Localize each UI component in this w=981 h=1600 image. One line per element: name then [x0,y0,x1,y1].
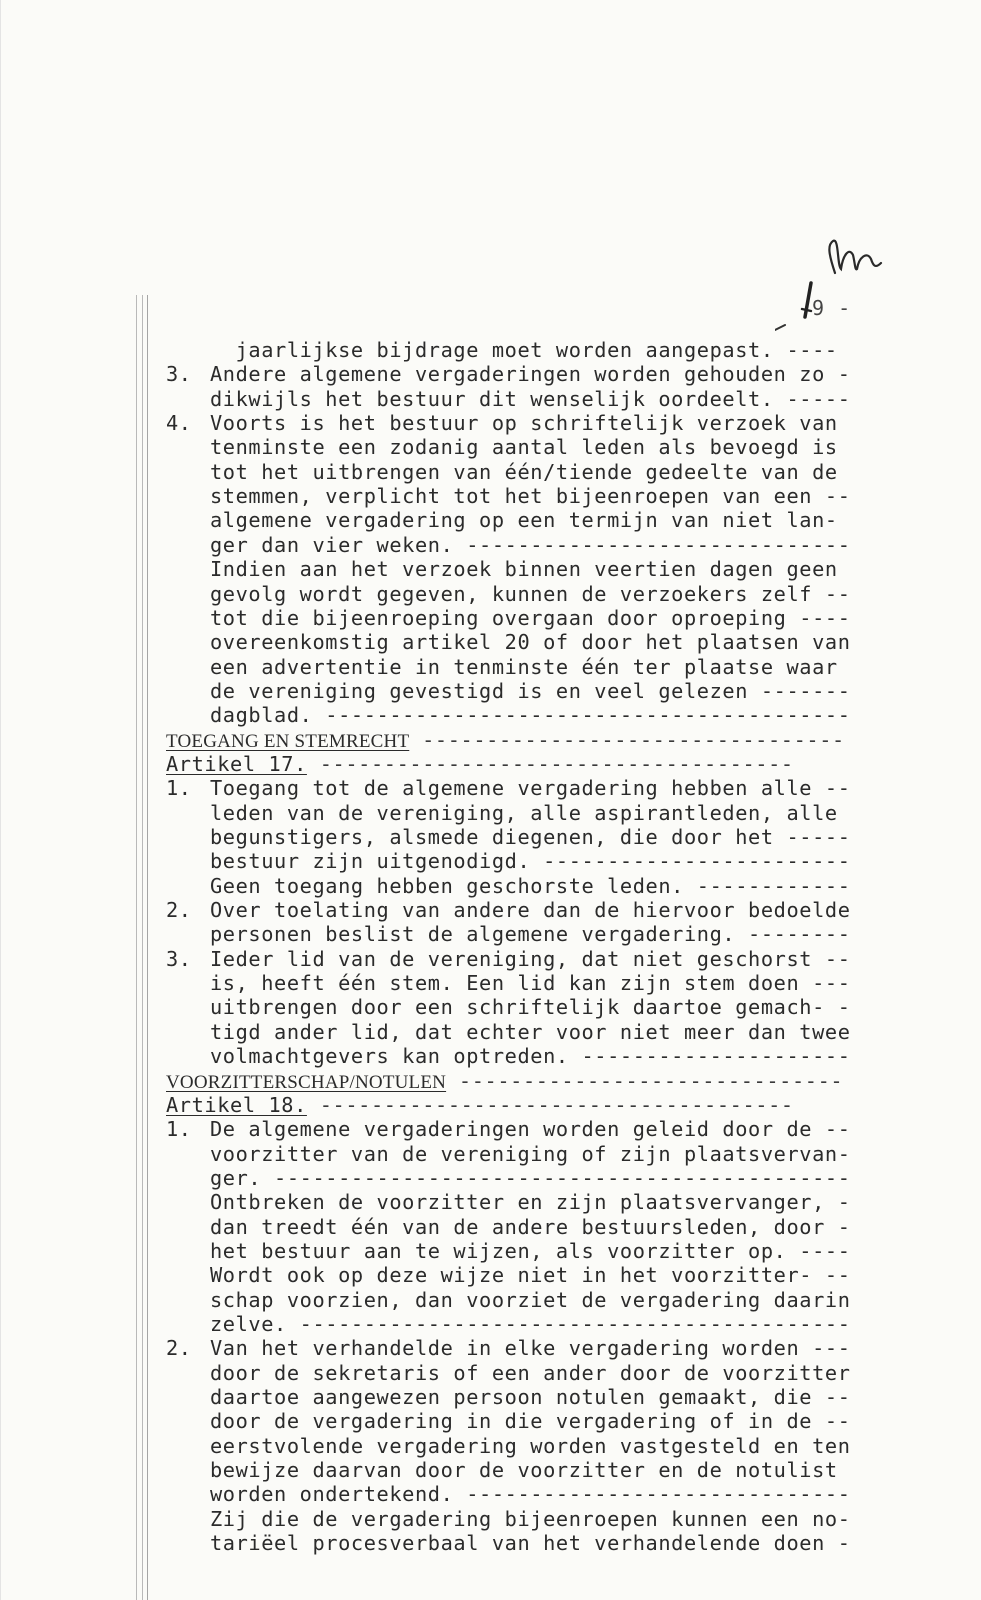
line-text: Toegang tot de algemene vergadering hebben alle -- [210,776,851,800]
line-text: leden van de vereniging, alle aspirantleden, alle [210,801,838,825]
text-line [210,606,851,630]
line-text: Indien aan het verzoek binnen veertien dagen geen [210,557,838,581]
text-line [166,1069,843,1095]
line-text: jaarlijkse bijdrage moet worden aangepast. ---- [210,338,838,362]
line-text: de vereniging gevestigd is en veel gelezen ------- [210,679,851,703]
list-marker: 4. [166,411,192,435]
line-text: gevolg wordt gegeven, kunnen de verzoekers zelf -- [210,582,851,606]
line-text: het bestuur aan te wijzen, als voorzitter op. ---- [210,1239,851,1263]
line-text: dikwijls het bestuur dit wenselijk oordeelt. ----- [210,387,851,411]
section-heading: VOORZITTERSCHAP/NOTULEN [166,1072,447,1093]
line-text: Voorts is het bestuur op schriftelijk verzoek van [210,411,838,435]
text-line [166,752,794,776]
text-line [210,387,851,411]
line-text: Van het verhandelde in elke vergadering worden --- [210,1336,851,1360]
line-text: dagblad. ----------------------------------------- [210,703,851,727]
line-text: Ieder lid van de vereniging, dat niet geschorst -- [210,947,851,971]
text-line [166,1336,851,1360]
line-text: algemene vergadering op een termijn van niet lan- [210,508,838,532]
text-line [166,947,851,971]
page-left-edge [0,0,1,1600]
text-line [210,582,851,606]
line-text: Andere algemene vergaderingen worden gehouden zo - [210,362,851,386]
line-text: worden ondertekend. ------------------------------ [210,1482,851,1506]
text-line [210,1482,851,1506]
line-text: ger. --------------------------------------------- [210,1166,851,1190]
text-line [210,995,851,1019]
text-line [166,898,851,922]
line-text: uitbrengen door een schriftelijk daartoe gemach- - [210,995,851,1019]
article-heading: Artikel 17. [166,752,307,776]
section-heading: TOEGANG EN STEMRECHT [166,731,410,752]
line-text: tigd ander lid, dat echter voor niet meer dan twee [210,1020,851,1044]
margin-rule-middle [142,295,143,1600]
line-text: is, heeft één stem. Een lid kan zijn stem doen --- [210,971,851,995]
line-text: Over toelating van andere dan de hiervoor bedoelde [210,898,851,922]
text-line [210,1215,851,1239]
list-marker: 2. [166,898,192,922]
text-line [210,1531,851,1555]
list-marker: 3. [166,947,192,971]
text-line [210,557,838,581]
text-line [210,1434,851,1458]
list-marker: 1. [166,1117,192,1141]
line-text: Geen toegang hebben geschorste leden. ------------ [210,874,851,898]
line-text: volmachtgevers kan optreden. --------------------- [210,1044,851,1068]
article-heading: Artikel 18. [166,1093,307,1117]
line-text: eerstvolende vergadering worden vastgesteld en ten [210,1434,851,1458]
text-line [210,1190,851,1214]
text-line [166,1117,851,1141]
text-line [210,1142,851,1166]
margin-rule-outer [136,295,137,1600]
text-line [210,338,838,362]
list-marker: 1. [166,776,192,800]
line-text: een advertentie in tenminste één ter plaatse waar [210,655,838,679]
line-text: De algemene vergaderingen worden geleid door de -- [210,1117,851,1141]
line-text: ger dan vier weken. ------------------------------ [210,533,851,557]
text-line [166,411,838,435]
line-text: overeenkomstig artikel 20 of door het plaatsen van [210,630,851,654]
text-line [210,874,851,898]
text-line [210,1044,851,1068]
text-line [210,484,851,508]
dash-filler: ------------------------------------- [306,1093,794,1117]
text-line [210,1263,851,1287]
line-text: stemmen, verplicht tot het bijeenroepen van een -- [210,484,851,508]
dash-filler: --------------------------------- [409,728,845,752]
text-line [210,460,838,484]
text-line [210,703,851,727]
line-text: voorzitter van de vereniging of zijn plaatsvervan- [210,1142,851,1166]
text-line [210,1239,851,1263]
text-line [210,801,838,825]
text-line [210,1361,851,1385]
list-marker: 2. [166,1336,192,1360]
text-line [210,1312,851,1336]
text-line [210,533,851,557]
line-text: bewijze daarvan door de voorzitter en de notulist [210,1458,838,1482]
line-text: bestuur zijn uitgenodigd. ------------------------ [210,849,851,873]
line-text: daartoe aangewezen persoon notulen gemaakt, die -- [210,1385,851,1409]
margin-rule-inner [147,295,148,1600]
text-line [210,679,851,703]
text-line [210,435,838,459]
line-text: tot die bijeenroeping overgaan door oproeping ---- [210,606,851,630]
line-text: begunstigers, alsmede diegenen, die door het ----- [210,825,851,849]
list-marker: 3. [166,362,192,386]
text-line [166,1093,794,1117]
dash-filler: ------------------------------------- [306,752,794,776]
text-line [210,655,838,679]
text-line [210,1409,851,1433]
text-line [210,825,851,849]
handwritten-initials-icon [775,225,905,339]
text-line [166,362,851,386]
text-line [210,1385,851,1409]
text-line [166,728,845,754]
line-text: door de sekretaris of een ander door de voorzitter [210,1361,851,1385]
line-text: Wordt ook op deze wijze niet in het voorzitter- -- [210,1263,851,1287]
line-text: dan treedt één van de andere bestuursleden, door - [210,1215,851,1239]
text-line [210,1020,851,1044]
page-number: 9 - [812,296,852,320]
line-text: zelve. ------------------------------------------- [210,1312,851,1336]
text-line [210,1288,851,1312]
text-line [210,1507,851,1531]
line-text: tenminste een zodanig aantal leden als bevoegd is [210,435,838,459]
text-line [210,849,851,873]
line-text: personen beslist de algemene vergadering. -------- [210,922,851,946]
line-text: door de vergadering in die vergadering of in de -- [210,1409,851,1433]
line-text: schap voorzien, dan voorziet de vergadering daarin [210,1288,851,1312]
text-line [210,508,838,532]
dash-filler: ------------------------------ [446,1069,844,1093]
line-text: Ontbreken de voorzitter en zijn plaatsvervanger, - [210,1190,851,1214]
line-text: tot het uitbrengen van één/tiende gedeelte van de [210,460,838,484]
text-line [210,971,851,995]
line-text: tariëel procesverbaal van het verhandelende doen - [210,1531,851,1555]
text-line [166,776,851,800]
text-line [210,630,851,654]
text-line [210,922,851,946]
text-line [210,1458,838,1482]
text-line [210,1166,851,1190]
line-text: Zij die de vergadering bijeenroepen kunnen een no- [210,1507,851,1531]
